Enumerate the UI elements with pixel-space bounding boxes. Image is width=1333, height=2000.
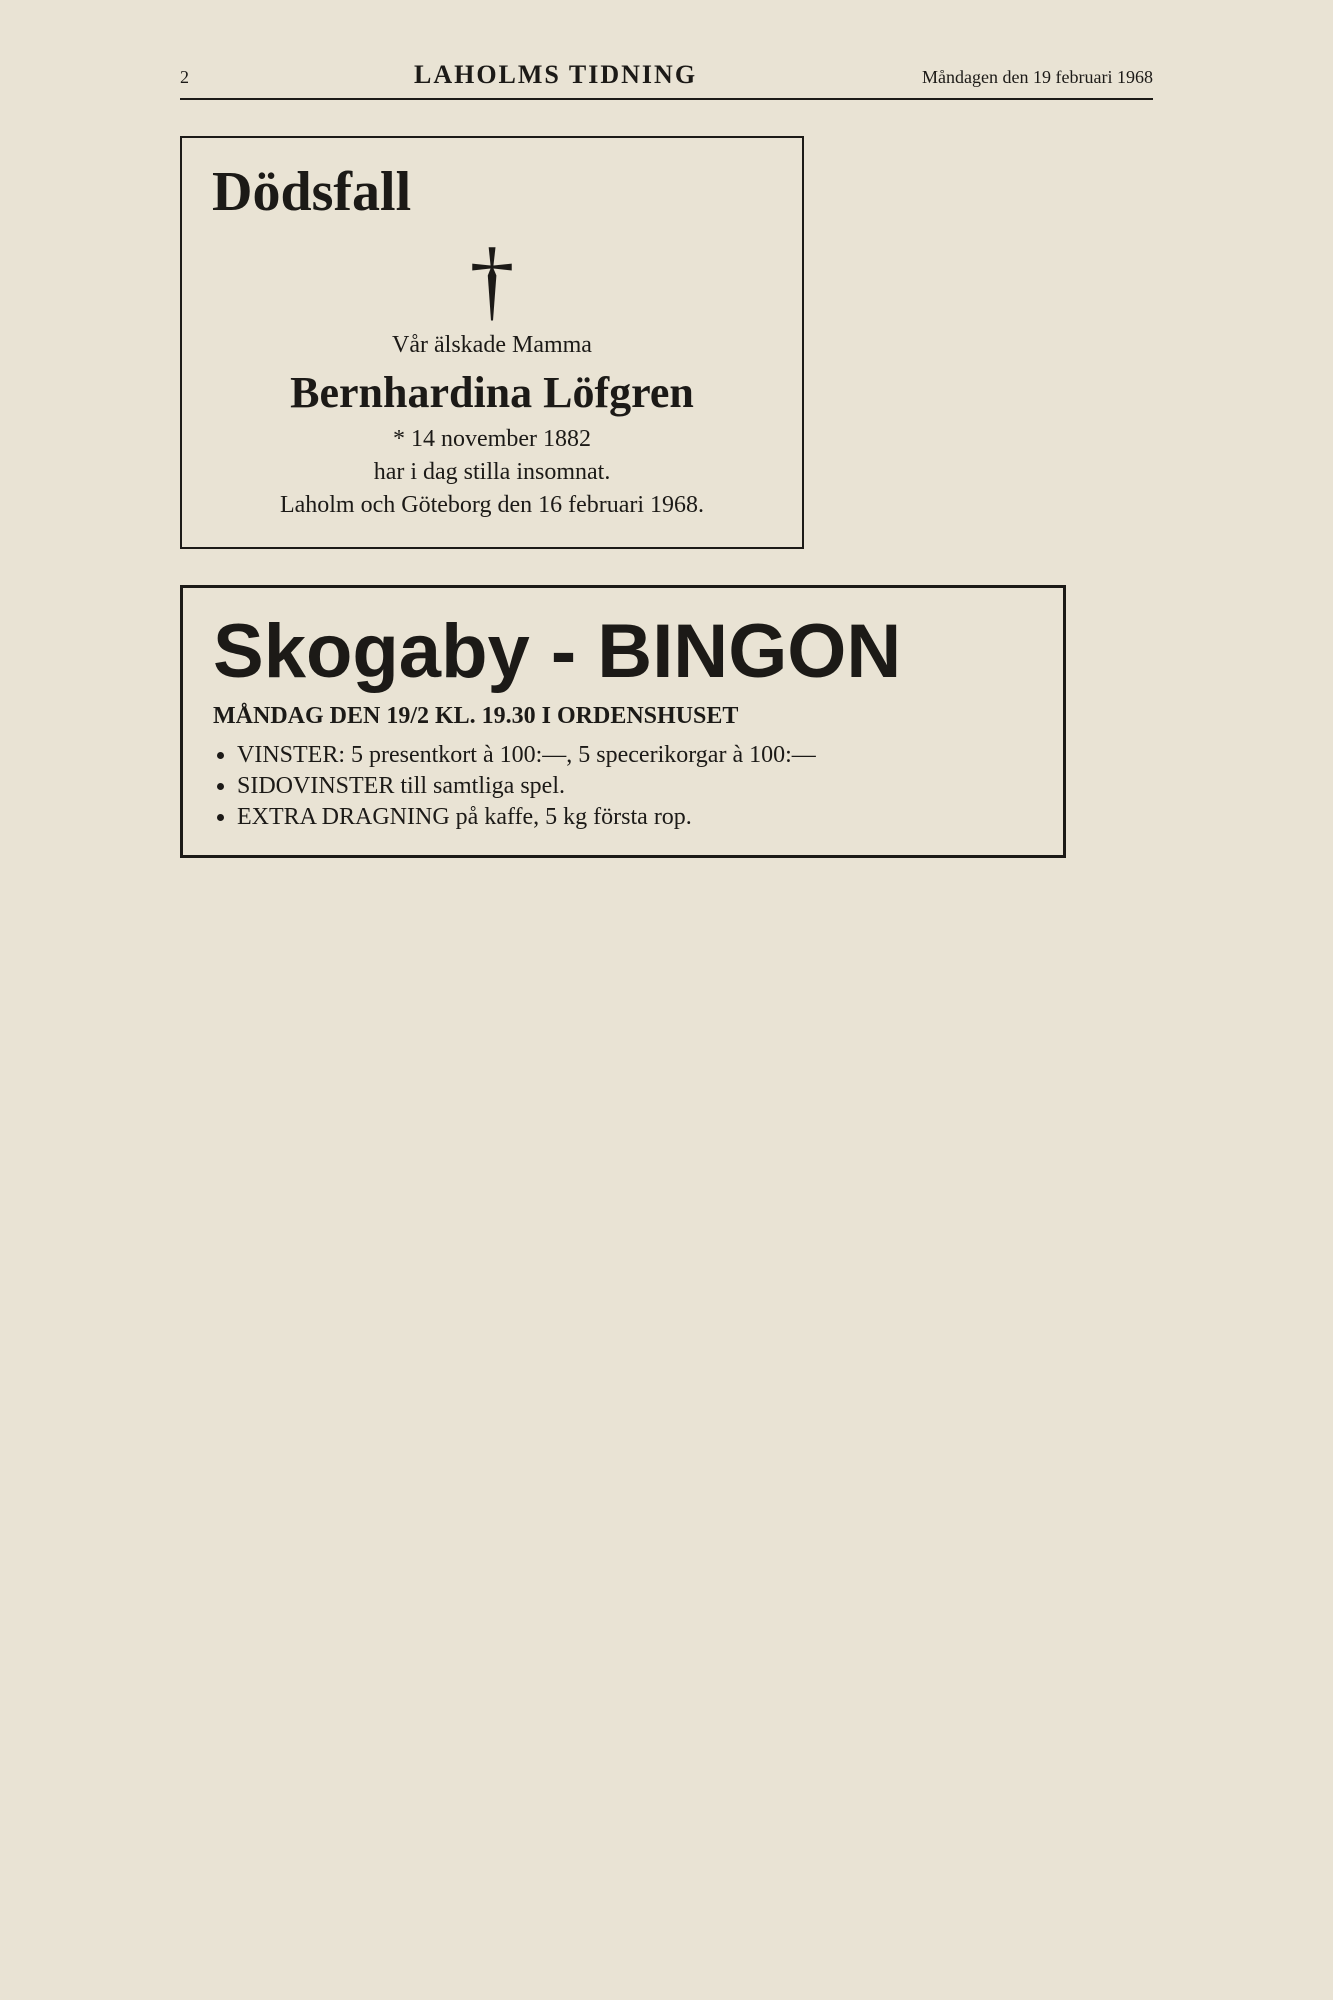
death-notice-intro: Vår älskade Mamma <box>392 332 592 358</box>
cross-icon: † <box>469 231 515 330</box>
death-notice-place: Laholm och Göteborg den 16 februari 1968. <box>279 492 705 518</box>
bingo-time: MÅNDAG DEN 19/2 KL. 19.30 I ORDENSHUSET <box>213 703 739 729</box>
paper-name: LAHOLMS TIDNING <box>413 60 698 89</box>
bingo-prize-item: • VINSTER: 5 presentkort à 100:—, 5 specerikorgar à 100:— <box>237 742 1033 769</box>
bingo-prize-item: • SIDOVINSTER till samtliga spel. <box>237 773 1033 800</box>
death-notice <box>180 136 804 549</box>
bingo-title: Skogaby - BINGON <box>213 609 902 694</box>
death-text: har i dag stilla insomnat. <box>373 459 611 485</box>
birth-date: * 14 november 1882 <box>393 426 591 452</box>
bingo-prize-item: • EXTRA DRAGNING på kaffe, 5 kg första rop. <box>237 804 1033 831</box>
deceased-name: Bernhardina Löfgren <box>290 368 694 417</box>
page-number: 2 <box>180 67 189 87</box>
masthead <box>180 60 1153 100</box>
bingo-advertisement <box>180 585 1066 858</box>
death-notice-heading: Dödsfall <box>212 161 412 223</box>
issue-date: Måndagen den 19 februari 1968 <box>922 67 1153 87</box>
bingo-prizes <box>213 742 1033 831</box>
